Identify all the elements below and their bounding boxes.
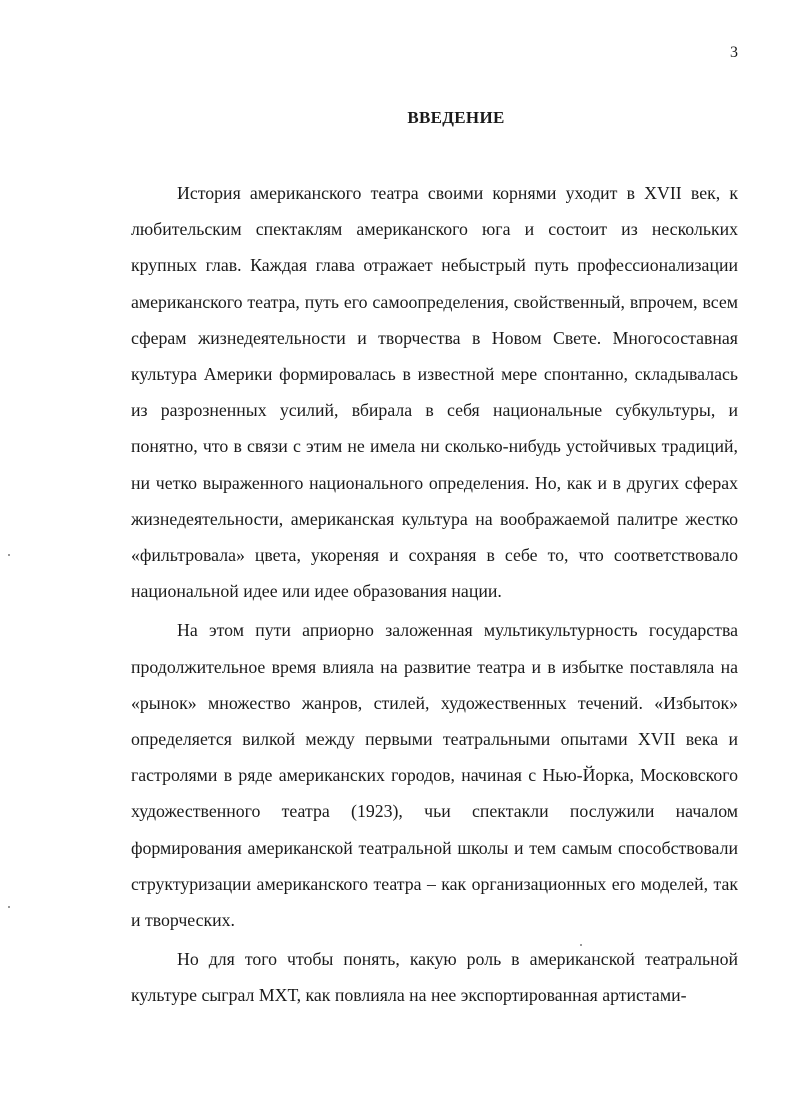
page-title: ВВЕДЕНИЕ [407,108,505,127]
paragraph-2: На этом пути априорно заложенная мультикультурность государства продолжительное время влияла на развитие театра и в избытке поставляла на «рынок» множество жанров, стилей, художественных течений. «Избыток» определяется вилкой между первыми театральными опытами XVII века и гастролями в ряде американских городов, начиная с Нью-Йорка, Московского художественного театра (1923), чьи спектакли послужили началом формирования американской театральной школы и тем самым способствовали структуризации американского театра – как организационных его моделей, так и творческих. [131,620,738,931]
page-number: 3 [730,44,738,61]
paragraph-1: История американского театра своими корнями уходит в XVII век, к любительским спектаклям американского юга и состоит из нескольких крупных глав. Каждая глава отражает небыстрый путь профессионализации американского театра, путь его самоопределения, свойственный, впрочем, всем сферам жизнедеятельности и творчества в Новом Свете. Многосоставная культура Америки формировалась в известной мере спонтанно, складывалась из разрозненных усилий, вбирала в себя национальные субкультуры, и понятно, что в связи с этим не имела ни сколько-нибудь устойчивых традиций, ни четко выраженного национального определения. Но, как и в других сферах жизнедеятельности, американская культура на воображаемой палитре жестко «фильтровала» цвета, укореняя и сохраняя в себе то, что соответствовало национальной идее или идее образования нации. [131,183,738,602]
scan-speck [8,554,10,556]
document-body [131,175,738,1014]
scan-speck [580,944,582,946]
scan-speck [8,906,10,908]
paragraph-3: Но для того чтобы понять, какую роль в американской театральной культуре сыграл МХТ, как повлияла на нее экспортированная артистами- [131,949,738,1006]
